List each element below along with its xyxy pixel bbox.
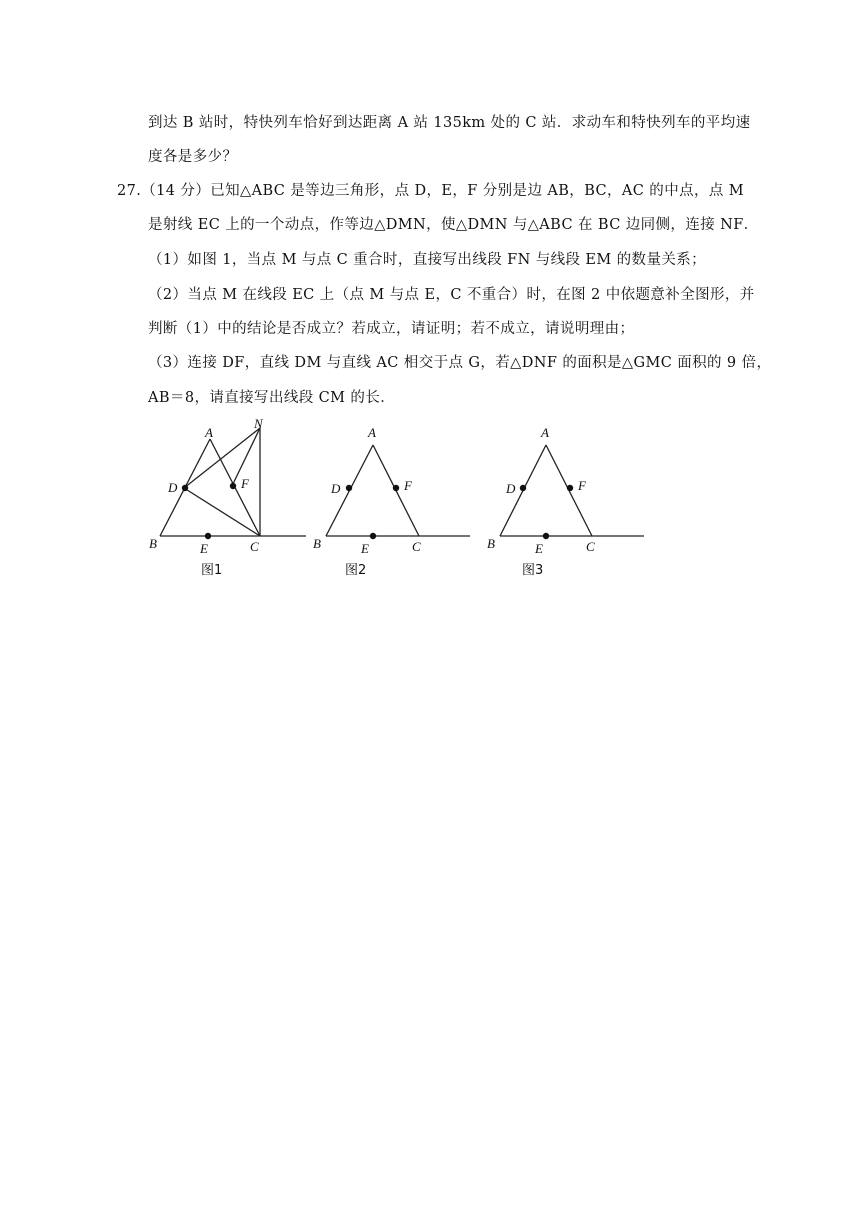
subquestion-3: （3）连接 DF，直线 DM 与直线 AC 相交于点 G，若△DNF 的面积是△GMC 面积的 9 倍， <box>148 355 772 371</box>
problem-27-header: 27.（14 分）已知△ABC 是等边三角形，点 D，E，F 分别是边 AB，BC，AC 的中点，点 M <box>117 183 745 199</box>
label-a: A <box>368 425 376 440</box>
point-d <box>182 485 188 491</box>
figure-3 <box>482 412 652 582</box>
label-c: C <box>586 539 595 554</box>
label-a: A <box>541 425 549 440</box>
label-n: N <box>254 416 263 431</box>
text-line-1: 到达 B 站时，特快列车恰好到达距离 A 站 135km 处的 C 站．求动车和特快列车的平均速 <box>148 115 751 131</box>
label-f: F <box>404 478 412 493</box>
point-e <box>370 533 376 539</box>
label-d: D <box>331 481 341 496</box>
label-d: D <box>506 481 516 496</box>
figure-2 <box>308 412 478 582</box>
figure-2-caption: 图2 <box>345 563 367 578</box>
text-line-9: AB＝8，请直接写出线段 CM 的长． <box>148 390 396 406</box>
label-f: F <box>578 478 586 493</box>
text-line-4: 是射线 EC 上的一个动点，作等边△DMN，使△DMN 与△ABC 在 BC 边同侧，连接 NF． <box>148 217 759 233</box>
point-d <box>346 485 352 491</box>
text-line-7: 判断（1）中的结论是否成立？若成立，请证明；若不成立，请说明理由； <box>148 321 635 337</box>
point-f <box>230 483 236 489</box>
label-c: C <box>250 539 259 554</box>
label-b: B <box>149 536 157 551</box>
label-b: B <box>313 536 321 551</box>
label-a: A <box>205 425 213 440</box>
point-e <box>205 533 211 539</box>
label-c: C <box>412 539 421 554</box>
label-e: E <box>361 541 369 556</box>
figure-1 <box>140 412 310 582</box>
label-b: B <box>487 536 495 551</box>
point-f <box>393 485 399 491</box>
subquestion-2: （2）当点 M 在线段 EC 上（点 M 与点 E，C 不重合）时，在图 2 中依题意补全图形，并 <box>148 287 755 303</box>
label-d: D <box>168 480 178 495</box>
label-e: E <box>200 541 208 556</box>
text-line-2: 度各是多少？ <box>148 149 238 165</box>
subquestion-1: （1）如图 1，当点 M 与点 C 重合时，直接写出线段 FN 与线段 EM 的数量关系； <box>148 252 707 268</box>
point-f <box>567 485 573 491</box>
figure-1-caption: 图1 <box>201 563 223 578</box>
point-e <box>543 533 549 539</box>
label-f: F <box>241 476 249 491</box>
figure-3-caption: 图3 <box>522 563 544 578</box>
point-d <box>520 485 526 491</box>
label-e: E <box>535 541 543 556</box>
